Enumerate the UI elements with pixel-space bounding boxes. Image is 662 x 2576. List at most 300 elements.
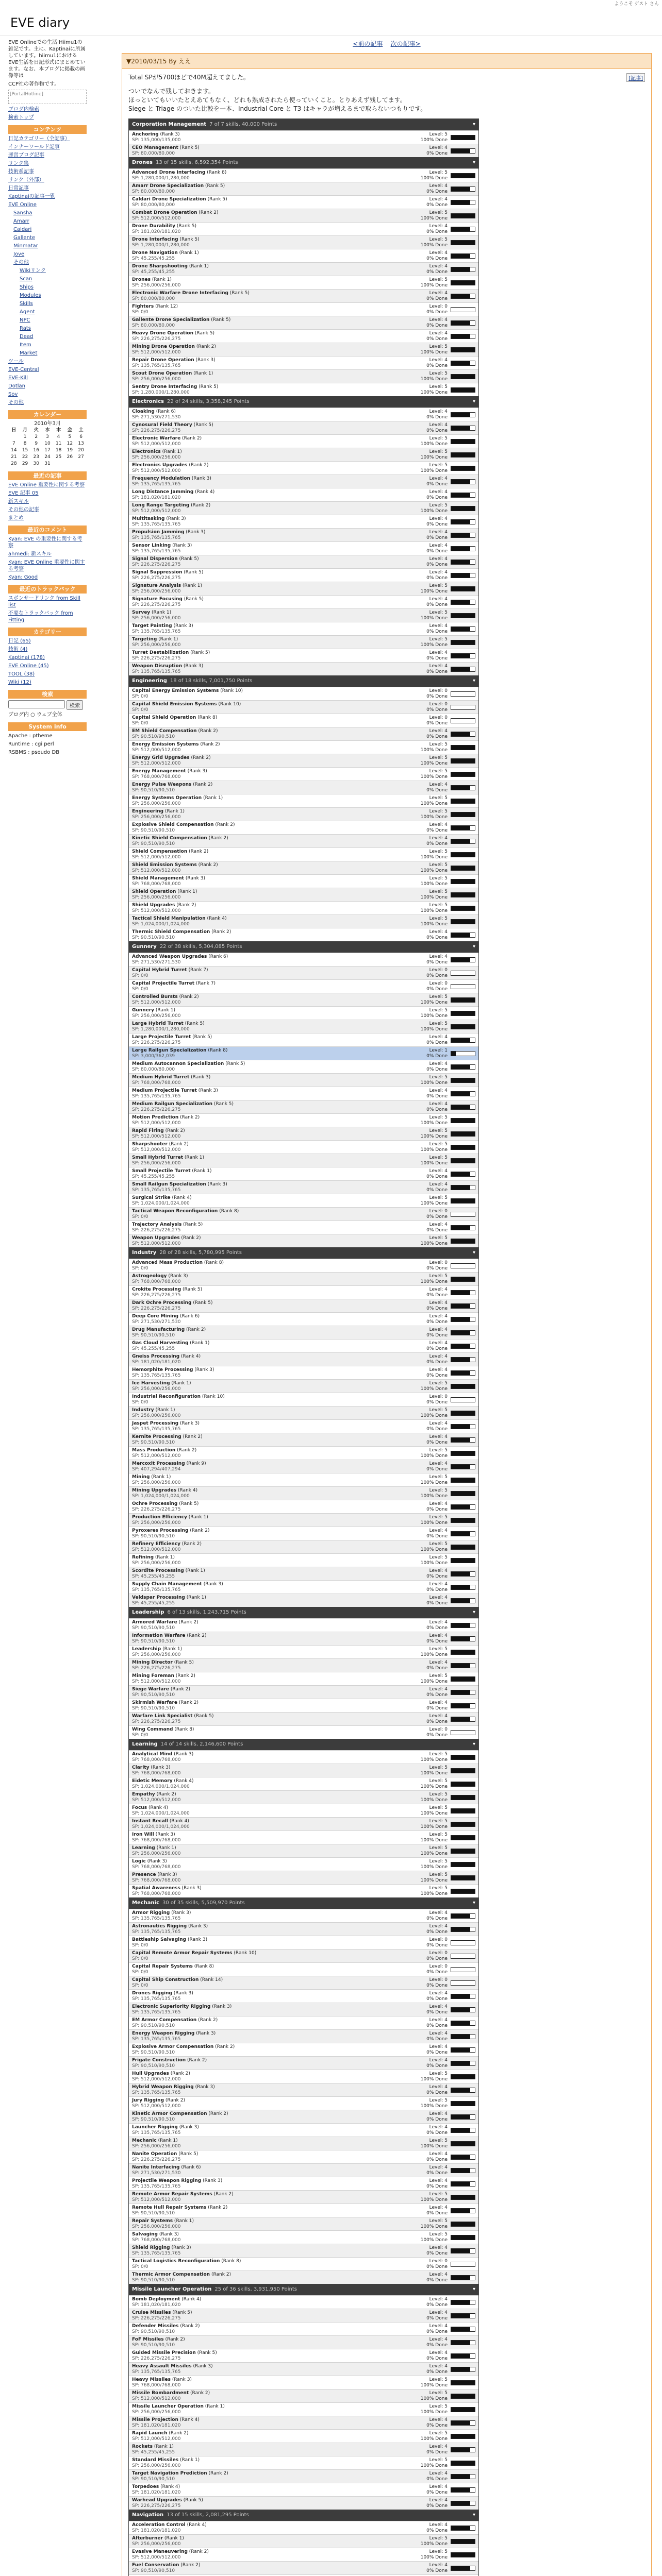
skill-name[interactable]: Drone Navigation	[132, 250, 178, 256]
skill-name[interactable]: Kernite Processing	[132, 1434, 181, 1439]
skill-name[interactable]: Analytical Mind	[132, 1751, 173, 1757]
calendar-day[interactable]: 20	[78, 448, 84, 453]
skill-name[interactable]: Cynosural Field Theory	[132, 422, 192, 428]
skill-name[interactable]: Rapid Firing	[132, 1128, 164, 1133]
skill-level-fill	[451, 1304, 470, 1308]
skill-name[interactable]: Dark Ochre Processing	[132, 1300, 192, 1306]
skill-level-fill	[451, 667, 470, 671]
skill-name[interactable]: Target Navigation Prediction	[132, 2470, 207, 2476]
skill-group-header[interactable]	[129, 2510, 478, 2521]
skill-name[interactable]: Scordite Processing	[132, 1568, 184, 1573]
skill-row: Nanite Operation (Rank 5) SP: 226,275/226,275 Level: 4 0% Done	[129, 2150, 478, 2163]
wiki-link[interactable]: Item	[20, 342, 31, 348]
skill-level-bar	[451, 506, 475, 511]
wiki-link[interactable]: Wikiリンク	[20, 268, 46, 274]
wiki-link[interactable]: Agent	[20, 309, 35, 315]
calendar-day[interactable]: 9	[35, 441, 38, 446]
skill-name[interactable]: Long Distance Jamming	[132, 489, 194, 495]
category-link[interactable]: Kaptinai (178)	[8, 655, 45, 660]
skill-group-header[interactable]	[129, 1247, 478, 1259]
collapse-icon[interactable]: ▾	[472, 678, 475, 684]
skill-name[interactable]: Target Painting	[132, 623, 172, 629]
skill-group-header[interactable]	[129, 396, 478, 408]
skill-name[interactable]: Advanced Drone Interfacing	[132, 170, 206, 175]
recent-comment-link[interactable]: ahmedi: 新スキル	[8, 551, 52, 557]
skill-name[interactable]: Drones	[132, 277, 151, 282]
skill-name[interactable]: Focus	[132, 1805, 147, 1810]
skill-name[interactable]: Capital Energy Emission Systems	[132, 688, 219, 693]
calendar-day[interactable]: 14	[11, 448, 17, 453]
skill-name[interactable]: Refinery Efficiency	[132, 1541, 180, 1547]
skill-group-header[interactable]	[129, 675, 478, 687]
skill-name[interactable]: Leadership	[132, 1646, 161, 1652]
contents-sub-link[interactable]: Minmatar	[13, 243, 38, 249]
skill-name[interactable]: Torpedoes	[132, 2484, 159, 2489]
skill-name[interactable]: Astrogeology	[132, 1273, 167, 1279]
skill-name[interactable]: Energy Pulse Weapons	[132, 782, 192, 787]
skill-name[interactable]: Long Range Targeting	[132, 502, 190, 508]
skill-name[interactable]: Launcher Rigging	[132, 2124, 178, 2130]
skill-name[interactable]: Sensor Linking	[132, 543, 171, 548]
skill-name[interactable]: Skirmish Warfare	[132, 1700, 178, 1705]
skill-level-fill	[451, 1465, 470, 1469]
skill-name[interactable]: Mining Upgrades	[132, 1487, 177, 1493]
wiki-link[interactable]: NPC	[20, 317, 30, 323]
contents-link[interactable]: 運営ブログ記事	[8, 152, 44, 158]
search-input[interactable]	[8, 700, 65, 708]
top-link-link[interactable]: 検索トップ	[8, 115, 34, 121]
skill-name[interactable]: Industry	[132, 1407, 154, 1413]
skill-name[interactable]: Industrial Reconfiguration	[132, 1394, 201, 1399]
calendar-day[interactable]: 27	[78, 454, 84, 460]
skill-level-bar	[451, 1717, 475, 1722]
skill-name[interactable]: Drones Rigging	[132, 1990, 172, 1996]
calendar-day[interactable]: 13	[78, 441, 84, 446]
skill-name[interactable]: Signal Suppression	[132, 569, 183, 575]
skill-name[interactable]: Mining Director	[132, 1659, 173, 1665]
calendar-day[interactable]: 23	[33, 454, 39, 460]
skill-name[interactable]: Weapon Upgrades	[132, 1235, 180, 1241]
more-link[interactable]: EVE-Central	[8, 367, 39, 372]
recent-comment-link[interactable]: Kyan: EVE Online 重要性に関する考察	[8, 560, 85, 572]
calendar-day[interactable]: 2	[35, 434, 38, 439]
contents-link[interactable]: Kaptinaiの記事一覧	[8, 194, 55, 199]
skill-name[interactable]: Tactical Shield Manipulation	[132, 916, 206, 921]
skill-name[interactable]: Shield Compensation	[132, 849, 188, 854]
calendar-day[interactable]: 19	[67, 448, 73, 453]
skill-name[interactable]: Nanite Interfacing	[132, 2164, 180, 2170]
category-link[interactable]: 日記 (65)	[8, 638, 31, 644]
contents-link[interactable]: リンク（外部）	[8, 177, 44, 183]
collapse-icon[interactable]: ▾	[472, 399, 475, 404]
skill-name[interactable]: Thermic Shield Compensation	[132, 929, 210, 935]
skill-name[interactable]: Siege Warfare	[132, 1686, 169, 1692]
recent-comment-link[interactable]: Kyan: Good	[8, 574, 38, 580]
skill-group-header[interactable]	[129, 941, 478, 953]
skill-name[interactable]: Mercoxit Processing	[132, 1461, 185, 1466]
skill-name[interactable]: Survey	[132, 609, 151, 615]
contents-sub-link[interactable]: Caldari	[13, 227, 32, 232]
recent-post-link[interactable]: その他の記事	[8, 507, 39, 513]
skill-name[interactable]: Gunnery	[132, 1007, 155, 1013]
recent-post-link[interactable]: EVE 記事 05	[8, 490, 39, 496]
skill-name[interactable]: Shield Upgrades	[132, 902, 175, 908]
skill-name[interactable]: Engineering	[132, 808, 164, 814]
skill-name[interactable]: Heavy Missiles	[132, 2377, 171, 2382]
calendar-day[interactable]: 17	[44, 448, 51, 453]
skill-name[interactable]: Amarr Drone Specialization	[132, 183, 204, 189]
prev-post-link[interactable]: <前の記事	[353, 40, 383, 47]
skill-name[interactable]: Learning	[132, 1845, 155, 1851]
calendar-day[interactable]: 29	[22, 461, 28, 466]
skill-name[interactable]: Mining Foreman	[132, 1673, 174, 1679]
calendar-day[interactable]: 31	[44, 461, 51, 466]
skill-name[interactable]: Tactical Weapon Reconfiguration	[132, 1208, 218, 1214]
skill-name[interactable]: Jaspet Processing	[132, 1420, 179, 1426]
skill-name[interactable]: Deep Core Mining	[132, 1313, 179, 1319]
skill-name[interactable]: Propulsion Jamming	[132, 529, 185, 535]
calendar-month[interactable]: 2010年3月	[34, 421, 61, 427]
skill-name[interactable]: Electronics	[132, 449, 161, 454]
skill-name[interactable]: Advanced Mass Production	[132, 1260, 203, 1265]
more-link[interactable]: ツール	[8, 359, 24, 364]
skill-name[interactable]: Shield Emission Systems	[132, 862, 197, 868]
skill-name[interactable]: EM Shield Compensation	[132, 728, 197, 734]
top-link-link[interactable]: ブログ内検索	[8, 107, 39, 112]
skill-name[interactable]: Evasive Maneuvering	[132, 2549, 188, 2554]
trackback-link[interactable]: スポンサードリンク from Skill list	[8, 596, 80, 608]
more-link[interactable]: その他	[8, 400, 24, 405]
skill-group-header[interactable]	[129, 157, 478, 168]
contents-link[interactable]: リンク集	[8, 161, 29, 166]
calendar-day[interactable]: 22	[22, 454, 28, 460]
skill-name[interactable]: Clarity	[132, 1765, 150, 1770]
skill-name[interactable]: Energy Systems Operation	[132, 795, 202, 801]
skill-name[interactable]: Defender Missiles	[132, 2323, 179, 2329]
skill-name[interactable]: Thermic Armor Compensation	[132, 2272, 210, 2277]
contents-link[interactable]: 日記カテゴリー（全記事）	[8, 136, 70, 142]
skill-name[interactable]: Repair Systems	[132, 2218, 173, 2224]
skill-name[interactable]: Nanite Operation	[132, 2151, 177, 2157]
wiki-link[interactable]: Market	[20, 350, 38, 356]
more-link[interactable]: Dotlan	[8, 383, 25, 389]
collapse-icon[interactable]: ▾	[472, 1741, 475, 1747]
skill-name[interactable]: Electronic Superiority Rigging	[132, 2004, 211, 2009]
skill-name[interactable]: Information Warfare	[132, 1633, 186, 1638]
skill-name[interactable]: Refining	[132, 1554, 154, 1560]
skill-name[interactable]: Veldspar Processing	[132, 1595, 185, 1600]
skill-name[interactable]: Combat Drone Operation	[132, 210, 197, 215]
wiki-link[interactable]: Rats	[20, 326, 31, 331]
skill-name[interactable]: Weapon Disruption	[132, 663, 183, 669]
skill-name[interactable]: Medium Projectile Turret	[132, 1088, 197, 1093]
skill-name[interactable]: Remote Hull Repair Systems	[132, 2205, 207, 2210]
skill-name[interactable]: Turret Destabilization	[132, 650, 189, 655]
permalink-button[interactable]: [記事]	[626, 73, 645, 82]
skill-name[interactable]: Advanced Weapon Upgrades	[132, 954, 207, 959]
more-link[interactable]: EVE-Kill	[8, 375, 28, 381]
skill-name[interactable]: Small Railgun Specialization	[132, 1181, 206, 1187]
category-link[interactable]: TOOL (38)	[8, 671, 35, 677]
contents-sub-link[interactable]: Sansha	[13, 210, 32, 216]
skill-name[interactable]: Cruise Missiles	[132, 2310, 171, 2315]
skill-name[interactable]: FoF Missiles	[132, 2336, 164, 2342]
skill-name[interactable]: Capital Shield Operation	[132, 715, 196, 720]
recent-comment-link[interactable]: Kyan: EVE の重要性に関する考察	[8, 536, 82, 549]
skill-name[interactable]: Capital Ship Construction	[132, 1977, 199, 1982]
skill-name[interactable]: Medium Railgun Specialization	[132, 1101, 213, 1107]
skill-name[interactable]: Small Hybrid Turret	[132, 1155, 184, 1160]
contents-link[interactable]: EVE Online	[8, 202, 37, 208]
skill-name[interactable]: Drug Manufacturing	[132, 1327, 185, 1332]
skill-row: Mining Director (Rank 5) SP: 226,275/226,275 Level: 4 0% Done	[129, 1658, 478, 1672]
skill-name[interactable]: Kinetic Armor Compensation	[132, 2111, 207, 2116]
skill-name[interactable]: Acceleration Control	[132, 2522, 186, 2528]
skill-name[interactable]: Signature Analysis	[132, 583, 181, 588]
skill-name[interactable]: Energy Weapon Rigging	[132, 2030, 195, 2036]
skill-name[interactable]: Remote Armor Repair Systems	[132, 2191, 212, 2197]
skill-name[interactable]: Energy Grid Upgrades	[132, 755, 190, 760]
skill-name[interactable]: Shield Management	[132, 875, 184, 881]
collapse-icon[interactable]: ▾	[472, 2512, 475, 2518]
skill-name[interactable]: EM Armor Compensation	[132, 2017, 197, 2023]
skill-name[interactable]: Empathy	[132, 1791, 155, 1797]
trackback-link[interactable]: 不要なトラックバック from Fitting	[8, 611, 73, 623]
skill-name[interactable]: Small Projectile Turret	[132, 1168, 191, 1174]
skill-name[interactable]: Hull Upgrades	[132, 2071, 169, 2076]
skill-name[interactable]: Armor Rigging	[132, 1910, 170, 1916]
wiki-link[interactable]: Skills	[20, 301, 33, 307]
skill-name[interactable]: Eidetic Memory	[132, 1778, 173, 1784]
skill-name[interactable]: Medium Hybrid Turret	[132, 1074, 190, 1080]
calendar-day[interactable]: 30	[33, 461, 39, 466]
skill-name[interactable]: Explosive Armor Compensation	[132, 2044, 214, 2049]
skill-name[interactable]: Electronic Warfare Drone Interfacing	[132, 290, 228, 296]
skill-name[interactable]: Trajectory Analysis	[132, 1222, 182, 1227]
calendar-day[interactable]: 7	[12, 441, 15, 446]
skill-name[interactable]: Shield Rigging	[132, 2245, 170, 2250]
calendar-day[interactable]: 4	[57, 434, 60, 439]
skill-name[interactable]: Rockets	[132, 2444, 153, 2449]
contents-sub-link[interactable]: その他	[13, 260, 29, 265]
calendar-day[interactable]: 15	[22, 448, 28, 453]
skill-name[interactable]: Drone Durability	[132, 223, 175, 229]
wiki-link[interactable]: Ships	[20, 284, 34, 290]
wiki-link[interactable]: Scan	[20, 276, 32, 282]
calendar-day[interactable]: 11	[55, 441, 62, 446]
collapse-icon[interactable]: ▾	[472, 944, 475, 950]
collapse-icon[interactable]: ▾	[472, 1900, 475, 1906]
portal-banner[interactable]: [PortalHotline]	[8, 90, 87, 104]
skill-name[interactable]: Presence	[132, 1872, 156, 1877]
collapse-icon[interactable]: ▾	[472, 122, 475, 127]
skill-name[interactable]: Signal Dispersion	[132, 556, 178, 562]
recent-post-link[interactable]: 新スキル	[8, 499, 29, 504]
contents-link[interactable]: インナーワールド記事	[8, 144, 60, 150]
more-link[interactable]: Sov	[8, 392, 18, 397]
calendar-day[interactable]: 25	[55, 454, 62, 460]
calendar-day[interactable]: 18	[55, 448, 62, 453]
skill-name[interactable]: Motion Prediction	[132, 1114, 179, 1120]
skill-name[interactable]: Scout Drone Operation	[132, 370, 192, 376]
skill-name[interactable]: Rapid Launch	[132, 2430, 168, 2436]
skill-name[interactable]: Iron Will	[132, 1832, 154, 1837]
collapse-icon[interactable]: ▾	[472, 1609, 475, 1615]
recent-post-link[interactable]: EVE Online 重要性に関する考察	[8, 482, 85, 488]
skill-name[interactable]: Projectile Weapon Rigging	[132, 2178, 202, 2183]
skill-name[interactable]: Astronautics Rigging	[132, 1923, 187, 1929]
skill-name[interactable]: Warhead Upgrades	[132, 2497, 182, 2503]
skill-name[interactable]: Sentry Drone Interfacing	[132, 384, 197, 389]
contents-link[interactable]: 技術系記事	[8, 169, 34, 175]
skill-name[interactable]: Gneiss Processing	[132, 1353, 180, 1359]
site-title[interactable]: EVE diary	[10, 15, 70, 30]
skill-name[interactable]: Medium Autocannon Specialization	[132, 1061, 224, 1066]
calendar-day[interactable]: 21	[11, 454, 17, 460]
skill-name[interactable]: Logic	[132, 1858, 146, 1864]
skill-name[interactable]: Fuel Conservation	[132, 2562, 179, 2568]
skill-name[interactable]: Anchoring	[132, 131, 159, 137]
skill-name[interactable]: Gas Cloud Harvesting	[132, 1340, 189, 1346]
contents-sub-link[interactable]: Gallente	[13, 235, 35, 241]
skill-name[interactable]: Mechanic	[132, 2138, 157, 2143]
skill-name[interactable]: Capital Repair Systems	[132, 1963, 193, 1969]
skill-name[interactable]: Hybrid Weapon Rigging	[132, 2084, 194, 2090]
wiki-link[interactable]: Dead	[20, 334, 34, 340]
skill-name[interactable]: Capital Shield Emission Systems	[132, 701, 217, 707]
skill-name[interactable]: Pyroxeres Processing	[132, 1528, 189, 1533]
skill-name[interactable]: Mining	[132, 1474, 150, 1480]
skill-name[interactable]: Hemorphite Processing	[132, 1367, 193, 1372]
skill-name[interactable]: Instant Recall	[132, 1818, 168, 1824]
skill-name[interactable]: Large Projectile Turret	[132, 1034, 191, 1040]
skill-name[interactable]: Cloaking	[132, 409, 155, 414]
skill-name[interactable]: Crokite Processing	[132, 1286, 181, 1292]
contents-sub-link[interactable]: Amarr	[13, 218, 29, 224]
collapse-icon[interactable]: ▾	[472, 1250, 475, 1256]
skill-name[interactable]: Salvaging	[132, 2231, 158, 2237]
skill-group-header[interactable]	[129, 1739, 478, 1750]
skill-group-header[interactable]	[129, 119, 478, 130]
calendar-day[interactable]: 28	[11, 461, 17, 466]
calendar-day[interactable]: 10	[44, 441, 51, 446]
skill-name[interactable]: Capital Remote Armor Repair Systems	[132, 1950, 233, 1956]
skill-name[interactable]: Mining Drone Operation	[132, 344, 195, 349]
skill-name[interactable]: Supply Chain Management	[132, 1581, 202, 1587]
skill-name[interactable]: Ochre Processing	[132, 1501, 178, 1506]
collapse-icon[interactable]: ▾	[472, 2286, 475, 2292]
skill-group-header[interactable]	[129, 2284, 478, 2295]
calendar-day[interactable]: 5	[68, 434, 72, 439]
calendar-day[interactable]: 8	[23, 441, 27, 446]
calendar-day[interactable]: 12	[67, 441, 73, 446]
skill-name[interactable]: Multitasking	[132, 516, 165, 521]
calendar-day[interactable]: 6	[79, 434, 82, 439]
skill-name[interactable]: Heavy Drone Operation	[132, 330, 193, 336]
skill-name[interactable]: Missile Launcher Operation	[132, 2403, 204, 2409]
calendar-day[interactable]: 24	[44, 454, 51, 460]
skill-name[interactable]: Spatial Awareness	[132, 1885, 180, 1891]
skill-name[interactable]: Bomb Deployment	[132, 2296, 180, 2302]
skill-name[interactable]: Kinetic Shield Compensation	[132, 835, 207, 841]
calendar-day[interactable]: 1	[23, 434, 27, 439]
calendar-day[interactable]: 16	[33, 448, 39, 453]
skill-name[interactable]: Mass Production	[132, 1447, 176, 1453]
category-link[interactable]: 技術 (4)	[8, 647, 28, 652]
skill-name[interactable]: Shield Operation	[132, 889, 176, 894]
skill-group-header[interactable]	[129, 1897, 478, 1909]
skill-name[interactable]: Heavy Assault Missiles	[132, 2363, 192, 2369]
skill-name[interactable]: Frequency Modulation	[132, 476, 190, 481]
skill-name[interactable]: Armored Warfare	[132, 1619, 177, 1625]
skill-name[interactable]: Sharpshooter	[132, 1141, 168, 1147]
skill-row: Electronic Warfare Drone Interfacing (Rank 5) SP: 80,000/80,000 Level: 4 0% Done	[129, 289, 478, 302]
skill-name[interactable]: Targeting	[132, 636, 157, 642]
skill-name[interactable]: Frigate Construction	[132, 2057, 186, 2063]
skill-name[interactable]: Tactical Logistics Reconfiguration	[132, 2258, 220, 2264]
skill-name[interactable]: Missile Bombardment	[132, 2390, 189, 2396]
skill-name[interactable]: Missile Projection	[132, 2417, 178, 2422]
skill-name[interactable]: Capital Projectile Turret	[132, 980, 195, 986]
skill-name[interactable]: Large Railgun Specialization	[132, 1047, 207, 1053]
calendar-day[interactable]: 3	[46, 434, 49, 439]
category-link[interactable]: Wiki (12)	[8, 680, 31, 685]
skill-name[interactable]: Surgical Strike	[132, 1195, 171, 1200]
skill-name[interactable]: CEO Management	[132, 145, 178, 150]
skill-group-meta: 30 of 35 skills, 5,509,970 Points	[162, 1900, 245, 1906]
skill-name[interactable]: Capital Hybrid Turret	[132, 967, 187, 973]
category-link[interactable]: EVE Online (45)	[8, 663, 49, 669]
skill-name[interactable]: Repair Drone Operation	[132, 357, 194, 363]
search-scope-radio[interactable]: ブログ内 ○ ウェブ全体	[8, 712, 62, 718]
skill-name[interactable]: Energy Management	[132, 768, 186, 774]
skill-name[interactable]: Ice Harvesting	[132, 1380, 170, 1386]
skill-name[interactable]: Energy Emission Systems	[132, 741, 199, 747]
skill-name[interactable]: Drone Sharpshooting	[132, 263, 188, 269]
skill-name[interactable]: Controlled Bursts	[132, 994, 178, 999]
skill-name[interactable]: Warfare Link Specialist	[132, 1713, 193, 1719]
skill-name[interactable]: Standard Missiles	[132, 2457, 179, 2463]
skill-name[interactable]: Caldari Drone Specialization	[132, 196, 206, 202]
skill-name[interactable]: Jury Rigging	[132, 2097, 164, 2103]
skill-name[interactable]: Afterburner	[132, 2535, 163, 2541]
contents-link[interactable]: 日常記事	[8, 185, 29, 191]
skill-name[interactable]: Gallente Drone Specialization	[132, 317, 210, 323]
skill-rank: Rank 5	[176, 1659, 192, 1665]
skill-name[interactable]: Signature Focusing	[132, 596, 183, 602]
skill-name[interactable]: Electronic Warfare	[132, 435, 181, 441]
skill-level-fill	[451, 866, 475, 870]
contents-sub-link[interactable]: Jove	[13, 251, 25, 257]
skill-group-header[interactable]	[129, 1607, 478, 1618]
skill-level-bar	[451, 1478, 475, 1483]
calendar-day[interactable]: 26	[67, 454, 73, 460]
skill-name[interactable]: Electronics Upgrades	[132, 462, 188, 468]
recent-post-link[interactable]: まとめ	[8, 515, 24, 521]
wiki-link[interactable]: Modules	[20, 293, 41, 298]
skill-name[interactable]: Guided Missile Precision	[132, 2350, 196, 2355]
skill-name[interactable]: Explosive Shield Compensation	[132, 822, 214, 827]
collapse-icon[interactable]: ▾	[472, 160, 475, 165]
search-button[interactable]: 検索	[67, 700, 83, 710]
skill-name[interactable]: Production Efficiency	[132, 1514, 187, 1520]
skill-name[interactable]: Large Hybrid Turret	[132, 1021, 184, 1026]
skill-name[interactable]: Fighters	[132, 303, 154, 309]
skill-name[interactable]: Battleship Salvaging	[132, 1937, 187, 1942]
skill-name[interactable]: Drone Interfacing	[132, 236, 178, 242]
next-post-link[interactable]: 次の記事>	[390, 40, 421, 47]
skill-name[interactable]: Wing Command	[132, 1726, 173, 1732]
